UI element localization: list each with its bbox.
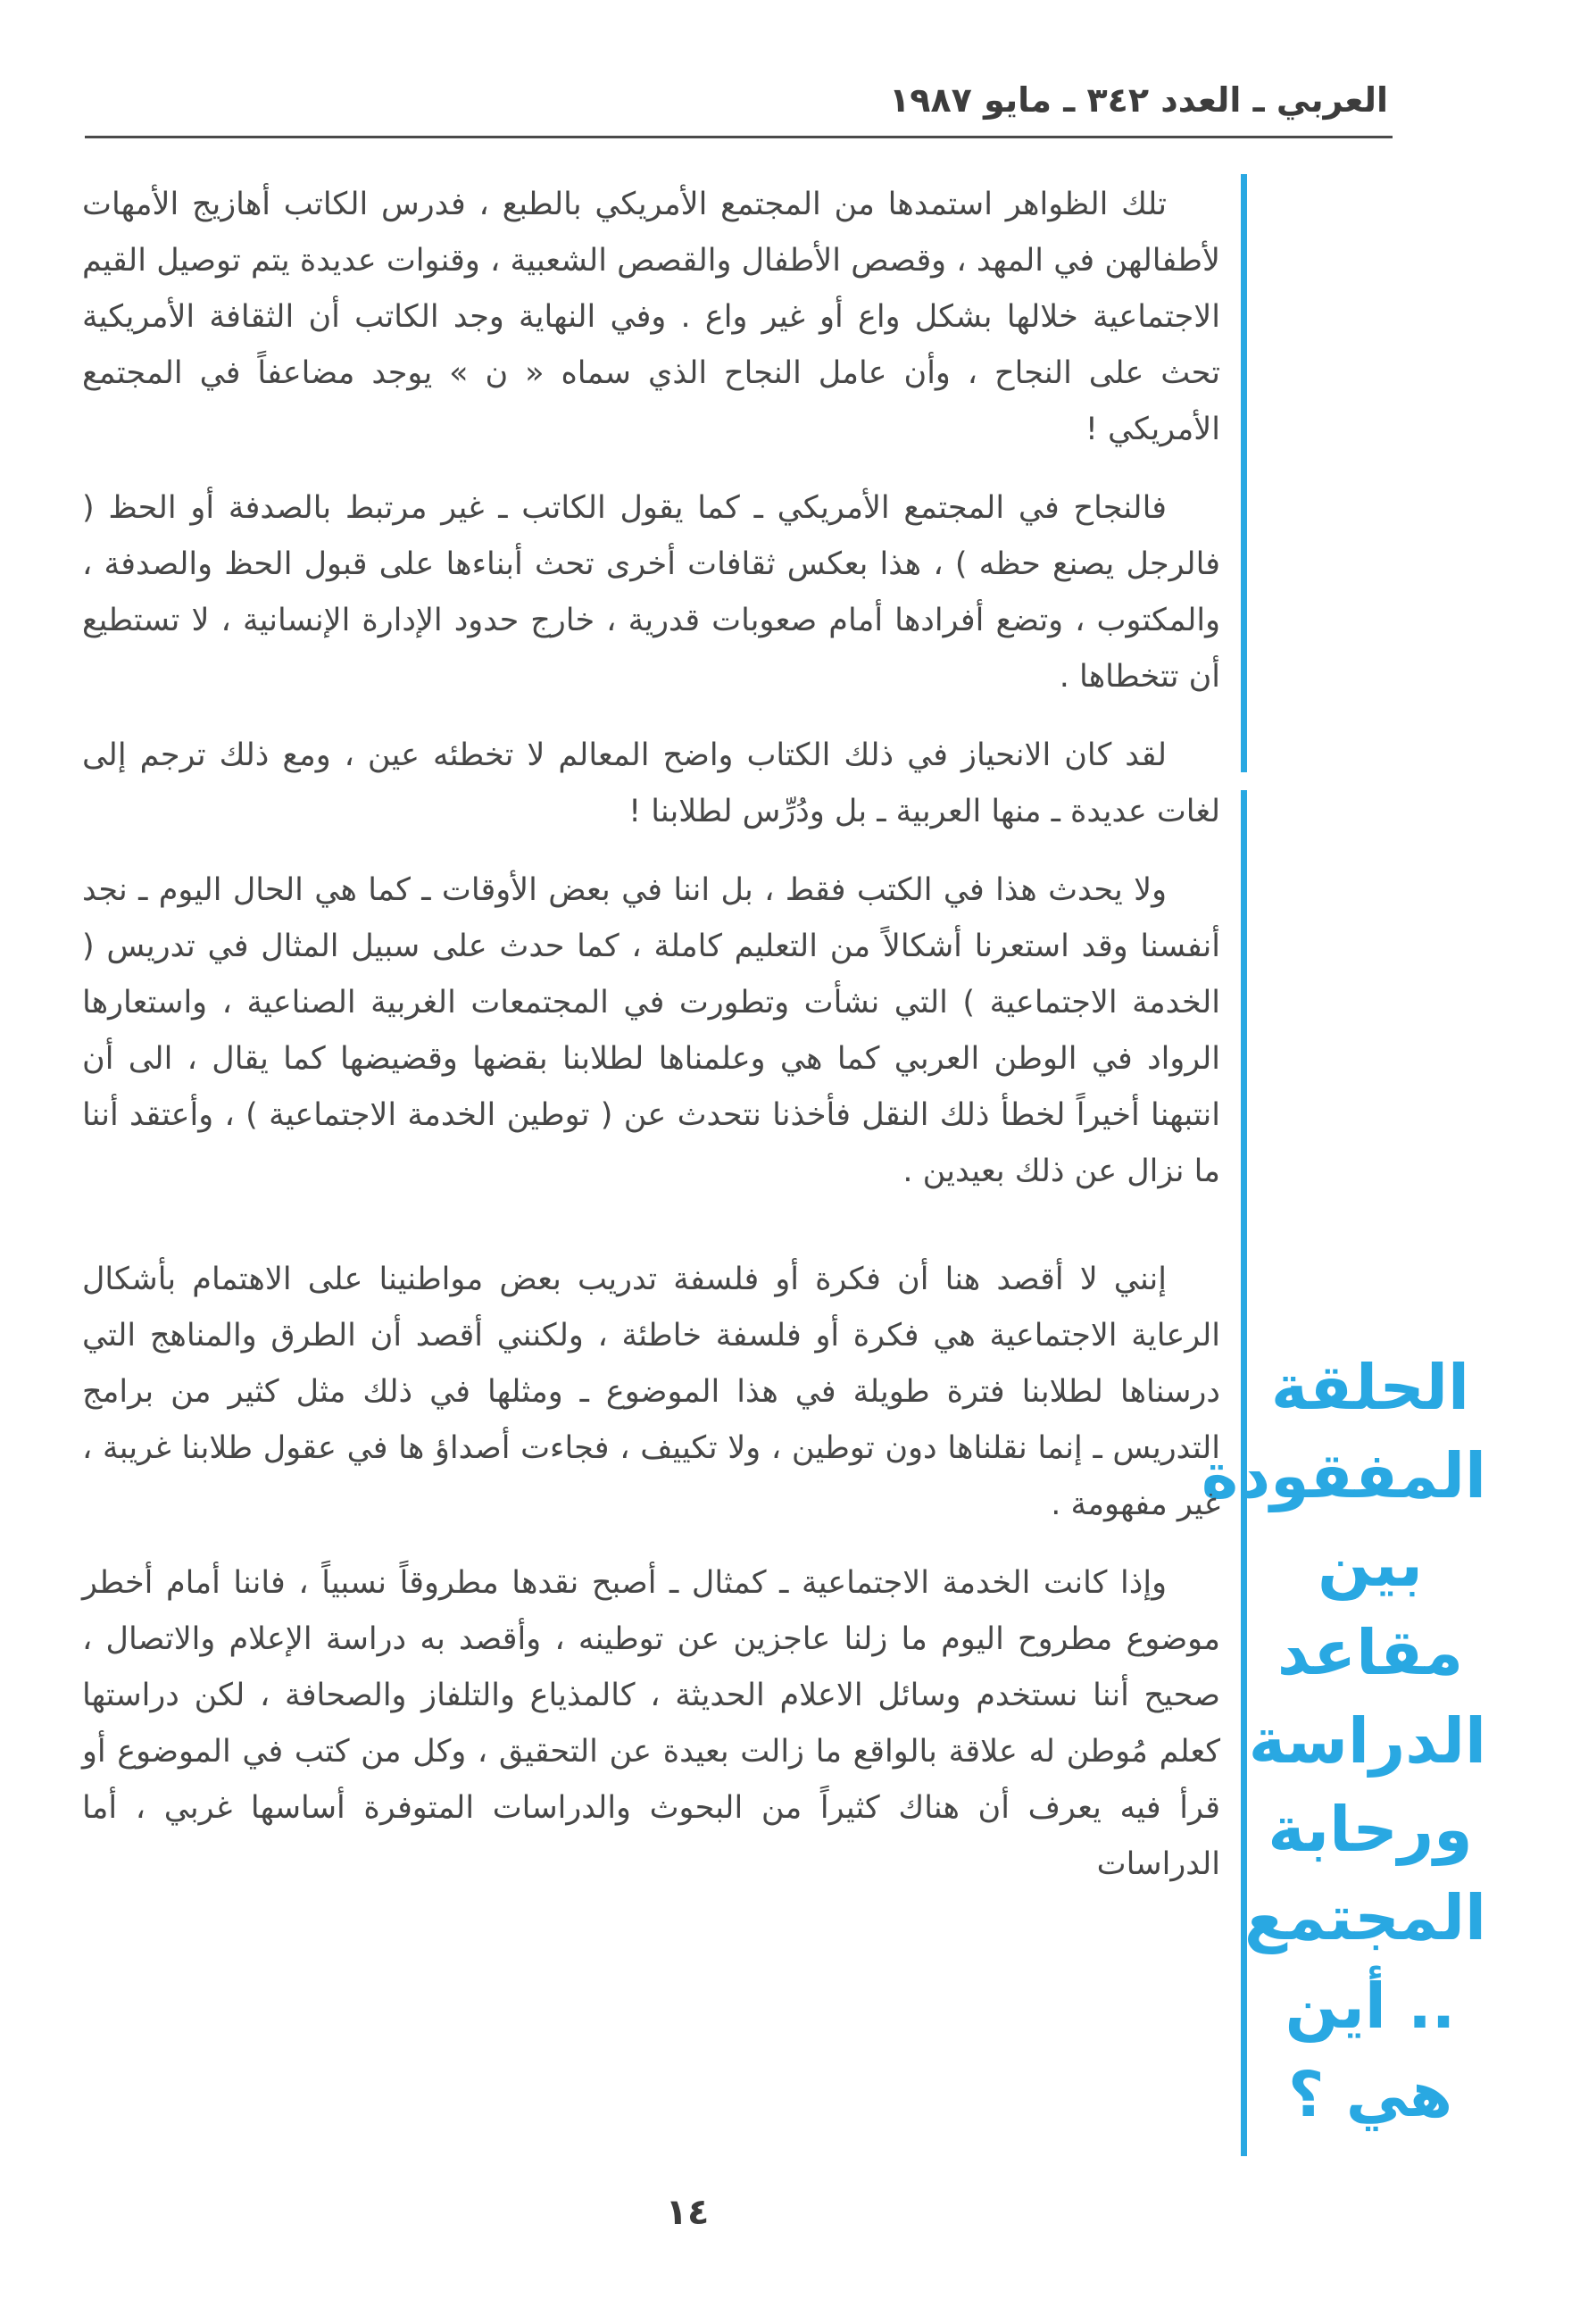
header-rule [85,136,1393,138]
headline-line: .. أين [1285,1970,1456,2043]
article-body [82,177,1220,1915]
page-number: ١٤ [665,2192,710,2233]
pull-headline [1201,1344,1486,2152]
headline-line: الدراسة [1248,1704,1486,1778]
headline-line: مقاعد [1276,1616,1464,1689]
paragraph: ولا يحدث هذا في الكتب فقط ، بل اننا في بعض الأوقات ـ كما هي الحال اليوم ـ نجد أنفسنا وقد استعرنا أشكالاً من التعليم كاملة ، كما حدث على سبيل المثال في تدريس ( الخدمة الاجتماعية ) التي نشأت وتطورت في المجتمعات الغربية الصناعية ، واستعارها الرواد في الوطن العربي كما هي وعلمناها لطلابنا بقضها وقضيضها كما يقال ، الى أن انتبهنا أخيراً لخطأ ذلك النقل فأخذنا نتحدث عن ( توطين الخدمة الاجتماعية ) ، وأعتقد أننا ما نزال عن ذلك بعيدين . [82,872,1220,1189]
paragraph: تلك الظواهر استمدها من المجتمع الأمريكي بالطبع ، فدرس الكاتب أهازيج الأمهات لأطفالهن في المهد ، وقصص الأطفال والقصص الشعبية ، وقنوات عديدة يتم توصيل القيم الاجتماعية خلالها بشكل واع أو غير واع . وفي النهاية وجد الكاتب أن الثقافة الأمريكية تحث على النجاح ، وأن عامل النجاح الذي سماه « ن » يوجد مضاعفاً في المجتمع الأمريكي ! [82,187,1220,447]
headline-line: المجتمع [1244,1881,1486,1954]
headline-line: بين [1318,1528,1423,1601]
paragraph: فالنجاح في المجتمع الأمريكي ـ كما يقول الكاتب ـ غير مرتبط بالصدفة أو الحظ ( فالرجل يصنع حظه ) ، هذا بعكس ثقافات أخرى تحث أبناءها على قبول الحظ والصدفة ، والمكتوب ، وتضع أفرادها أمام صعوبات قدرية ، خارج حدود الإدارة الإنسانية ، لا تستطيع أن تتخطاها . [82,490,1220,695]
headline-line: ورحابة [1268,1793,1473,1866]
paragraph: وإذا كانت الخدمة الاجتماعية ـ كمثال ـ أصبح نقدها مطروقاً نسبياً ، فاننا أمام أخطر موضوع مطروح اليوم ما زلنا عاجزين عن توطينه ، وأقصد به دراسة الإعلام والاتصال ، صحيح أننا نستخدم وسائل الاعلام الحديثة ، كالمذياع والتلفاز والصحافة ، لكن دراستها كعلم مُوطن له علاقة بالواقع ما زالت بعيدة عن التحقيق ، وكل من كتب في الموضوع أو قرأ فيه يعرف أن هناك كثيراً من البحوث والدراسات المتوفرة أساسها غربي ، أما الدراسات [82,1565,1220,1882]
running-head: العربي ـ العدد ٣٤٢ ـ مايو ١٩٨٧ [889,80,1388,120]
headline-line: هي ؟ [1287,2058,1453,2131]
paragraph: لقد كان الانحياز في ذلك الكتاب واضح المعالم لا تخطئه عين ، ومع ذلك ترجم إلى لغات عديدة ـ منها العربية ـ بل ودُرِّس لطلابنا ! [82,737,1220,829]
headline-line: المفقودة [1201,1439,1486,1512]
paragraph: إنني لا أقصد هنا أن فكرة أو فلسفة تدريب بعض مواطنينا على الاهتمام بأشكال الرعاية الاجتماعية هي فكرة أو فلسفة خاطئة ، ولكنني أقصد أن الطرق والمناهج التي درسناها لطلابنا فترة طويلة في هذا الموضوع ـ ومثلها في ذلك مثل كثير من برامج التدريس ـ إنما نقلناها دون توطين ، ولا تكييف ، فجاءت أصداؤ ها في عقول طلابنا غريبة ، غير مفهومة . [82,1262,1220,1522]
headline-line: الحلقة [1270,1351,1470,1424]
column-rule-top [1241,174,1247,772]
